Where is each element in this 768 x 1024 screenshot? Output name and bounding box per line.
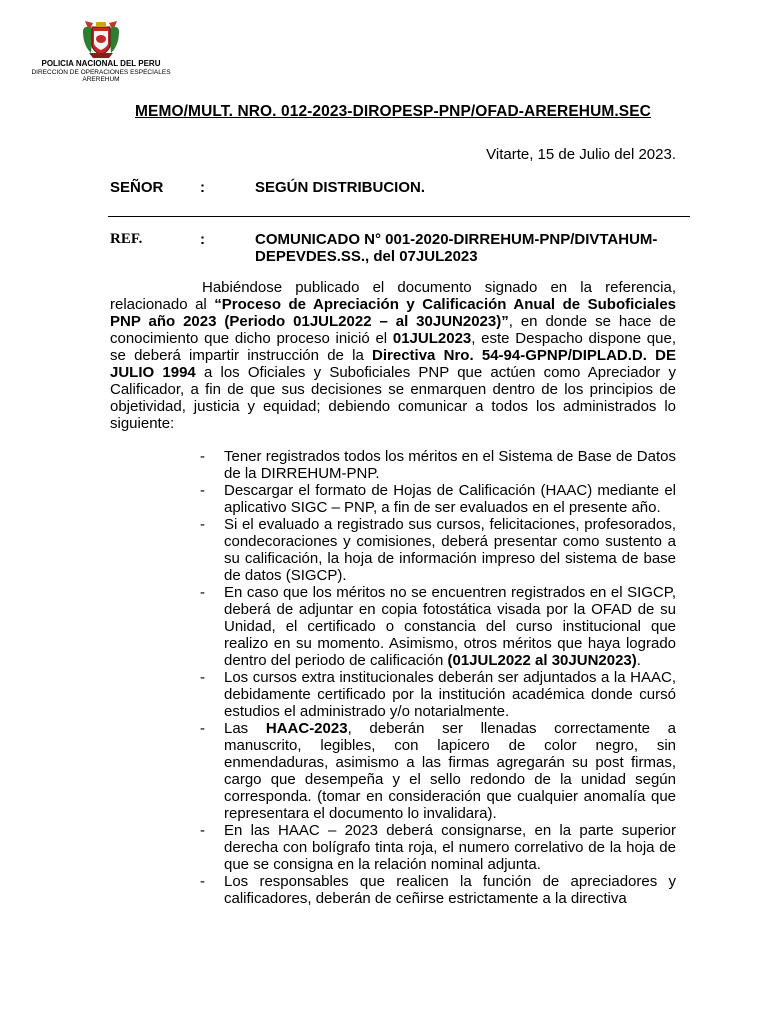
body-text-3: , este Despacho dispone que, se deberá impartir instrucción de la: [110, 330, 676, 364]
header-divider: [108, 216, 690, 217]
body-paragraph: [110, 279, 676, 432]
body-bold-1: “Proceso de Apreciación y Calificación Anual de Suboficiales PNP año 2023 (Periodo 01JUL2022 – al 30JUN2023)”: [110, 296, 676, 330]
body-text-4: a los Oficiales y Suboficiales PNP que actúen como Apreciador y Calificador, a fin de que sus decisiones se enmarquen dentro de los principios de objetividad, justicia y equidad; debiendo comunicar a todos los administrados lo siguiente:: [110, 364, 676, 432]
org-name: POLICIA NACIONAL DEL PERU: [41, 59, 161, 68]
org-directorate: DIRECCION DE OPERACIONES ESPECIALES: [31, 68, 171, 76]
list-item: - Descargar el formato de Hojas de Calificación (HAAC) mediante el aplicativo SIGC – PNP, a fin de ser evaluados en el presente año.: [200, 482, 676, 516]
instruction-list: [198, 448, 676, 907]
recipient-colon: :: [200, 179, 205, 196]
list-item: - Los cursos extra institucionales deberán ser adjuntados a la HAAC, debidamente certificado por la institución académica donde cursó estudios el administrado y/o notarialmente.: [200, 669, 676, 720]
list-item: - Tener registrados todos los méritos en el Sistema de Base de Datos de la DIRREHUM-PNP.: [200, 448, 676, 482]
list-item: - Las HAAC-2023, deberán ser llenadas correctamente a manuscrito, legibles, con lapicero de color negro, sin enmendaduras, asimismo a las firmas agregarán su post firmas, cargo que desempeña y el sello redondo de la unidad según corresponda. (tomar en consideración que cualquier anomalía que representara el documento lo invalidara).: [200, 720, 677, 822]
recipient-value: SEGÚN DISTRIBUCION.: [255, 179, 426, 196]
list-item: - En las HAAC – 2023 deberá consignarse, en la parte superior derecha con bolígrafo tinta roja, el numero correlativo de la hoja de que se consigna en la relación nominal adjunta.: [200, 822, 676, 873]
reference-colon: :: [200, 231, 205, 248]
org-unit: AREREHUM: [82, 75, 120, 83]
memo-date: Vitarte, 15 de Julio del 2023.: [486, 146, 676, 163]
recipient-label: SEÑOR: [110, 179, 164, 196]
reference-line-2: DEPEVDES.SS., del 07JUL2023: [255, 248, 478, 265]
reference-line-1: COMUNICADO N° 001-2020-DIRREHUM-PNP/DIVTAHUM-: [255, 231, 658, 248]
police-emblem-icon: [79, 19, 123, 61]
memo-title: MEMO/MULT. NRO. 012-2023-DIROPESP-PNP/OFAD-AREREHUM.SEC: [135, 103, 651, 120]
body-text-2: , en donde se hace de conocimiento que dicho proceso inició el: [110, 313, 676, 347]
organization-header: [16, 60, 186, 83]
body-text-1: Habiéndose publicado el documento signado en la referencia, relacionado al: [110, 279, 676, 313]
list-item: - En caso que los méritos no se encuentren registrados en el SIGCP, deberá de adjuntar en copia fotostática visada por la OFAD de su Unidad, el certificado o constancia del curso institucional que realizo en su momento. Asimismo, otros méritos que haya logrado dentro del periodo de calificación (01JUL2022 al 30JUN2023).: [200, 584, 676, 669]
list-item: - Los responsables que realicen la función de apreciadores y calificadores, deberán de ceñirse estrictamente a la directiva: [200, 873, 676, 907]
body-bold-2: 01JUL2023: [392, 330, 472, 347]
body-bold-3: Directiva Nro. 54-94-GPNP/DIPLAD.D. DE JULIO 1994: [110, 347, 676, 381]
list-item: - Si el evaluado a registrado sus cursos, felicitaciones, profesorados, condecoraciones y comisiones, deberá presentar como sustento a su calificación, la hoja de información impreso del sistema de base de datos (SIGCP).: [200, 516, 676, 584]
reference-label: REF.: [110, 231, 143, 247]
